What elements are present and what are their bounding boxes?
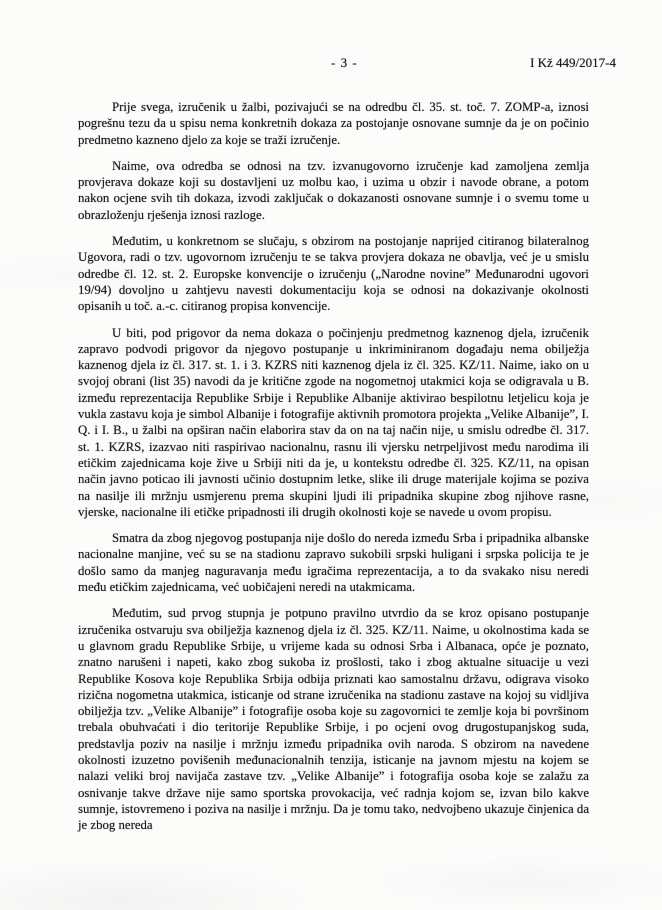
paragraph-2: Naime, ova odredba se odnosi na tzv. izvanugovorno izručenje kad zamoljena zemlja provjerava dokaze koji su dostavljeni uz molbu kao, i uzima u obzir i navode obrane, a potom nakon ocjene svih tih dokaza, izvodi zaključak o dokazanosti osnovane sumnje i o svemu tome u obrazloženju rješenja iznosi razloge. bbox=[78, 158, 589, 222]
page-header bbox=[0, 55, 662, 73]
paragraph-3: Međutim, u konkretnom se slučaju, s obzirom na postojanje naprijed citiranog bilateralnog Ugovora, radi o tzv. ugovornom izručenju te se takva provjera dokaza ne obavlja, već je u smislu odredbe čl. 12. st. 2. Europske konvencije o izručenju („Narodne novine” Međunarodni ugovori 19/94) dovoljno u zahtjevu navesti dokumentaciju koja se odnosi na dokazivanje okolnosti opisanih u toč. a.-c. citiranog propisa konvencije. bbox=[78, 234, 589, 314]
document-body bbox=[78, 99, 589, 843]
paragraph-6: Međutim, sud prvog stupnja je potpuno pravilno utvrdio da se kroz opisano postupanje izručenika ostvaruju sva obilježja kaznenog djela iz čl. 325. KZ/11. Naime, u okolnostima kada se u glavnom gradu Republike Srbije, u vrijeme kada su odnosi Srba i Albanaca, opće je poznato, znatno narušeni i napeti, kako zbog sukoba iz prošlosti, tako i zbog aktualne situacije u vezi Republike Kosova koje Republika Srbija odbija priznati kao samostalnu državu, odigrava visoko rizična nogometna utakmica, isticanje od strane izručenika na stadionu zastave na kojoj su vidljiva obilježja tzv. „Velike Albanije” i fotografije osoba koje su zagovornici te zemlje koja bi površinom trebala obuhvaćati i dio teritorije Republike Srbije, i po ocjeni ovog drugostupanjskog suda, predstavlja poziv na nasilje i mržnju između pripadnika ovih naroda. S obzirom na navedene okolnosti izuzetno povišenih međunacionalnih tenzija, isticanje na javnom mjestu na kojem se nalazi veliki broj navijača zastave tzv. „Velike Albanije” i fotografija osoba koje se zalažu za osnivanje takve države nije samo sportska provokacija, već radnja kojom se, izvan bilo kakve sumnje, istovremeno i poziva na nasilje i mržnju. Da je tomu tako, nedvojbeno ukazuje činjenica da je zbog nereda bbox=[78, 606, 590, 833]
paragraph-4: U biti, pod prigovor da nema dokaza o počinjenju predmetnog kaznenog djela, izručenik zapravo podvodi prigovor da njegovo postupanje u inkriminiranom događaju nema obilježja kaznenog djela iz čl. 317. st. 1. i 3. KZRS niti kaznenog djela iz čl. 325. KZ/11. Naime, iako on u svojoj obrani (list 35) navodi da je kritične zgode na nogometnoj utakmici koja se odigravala u B. između reprezentacija Republike Srbije i Republike Albanije aktivirao bespilotnu letjelicu koja je vukla zastavu koja je simbol Albanije i fotografije aktivnih promotora projekta „Velike Albanije”, I. Q. i I. B., u žalbi na opširan način elaborira stav da on na taj način nije, u smislu odredbe čl. 317. st. 1. KZRS, izazvao niti raspirivao nacionalnu, rasnu ili vjersku netrpeljivost među narodima ili etičkim zajednicama koje žive u Srbiji niti da je, u kontekstu odredbe čl. 325. KZ/11, na opisan način javno poticao ili javnosti učinio dostupnim letke, slike ili druge materijale kojima se poziva na nasilje ili mržnju usmjerenu prema skupini ljudi ili pripadnika skupine zbog njihove rasne, vjerske, nacionalne ili etičke pripadnosti ili drugih okolnosti koje se navede u ovom propisu. bbox=[78, 325, 589, 519]
paragraph-5: Smatra da zbog njegovog postupanja nije došlo do nereda između Srba i pripadnika albanske nacionalne manjine, već su se na stadionu zapravo sukobili srpski huligani i srpska policija te je došlo samo da manjeg naguravanja među igračima reprezentacija, a to da svakako nisu neredi među etičkim zajednicama, već uobičajeni neredi na utakmicama. bbox=[78, 531, 589, 595]
paragraph-1: Prije svega, izručenik u žalbi, pozivajući se na odredbu čl. 35. st. toč. 7. ZOMP-a, iznosi pogrešnu tezu da u spisu nema konkretnih dokaza za postojanje osnovane sumnje da je on počinio predmetno kazneno djelo za koje se traži izručenje. bbox=[78, 100, 589, 147]
page-number: - 3 - bbox=[331, 55, 358, 70]
case-number: I Kž 449/2017-4 bbox=[530, 55, 616, 70]
